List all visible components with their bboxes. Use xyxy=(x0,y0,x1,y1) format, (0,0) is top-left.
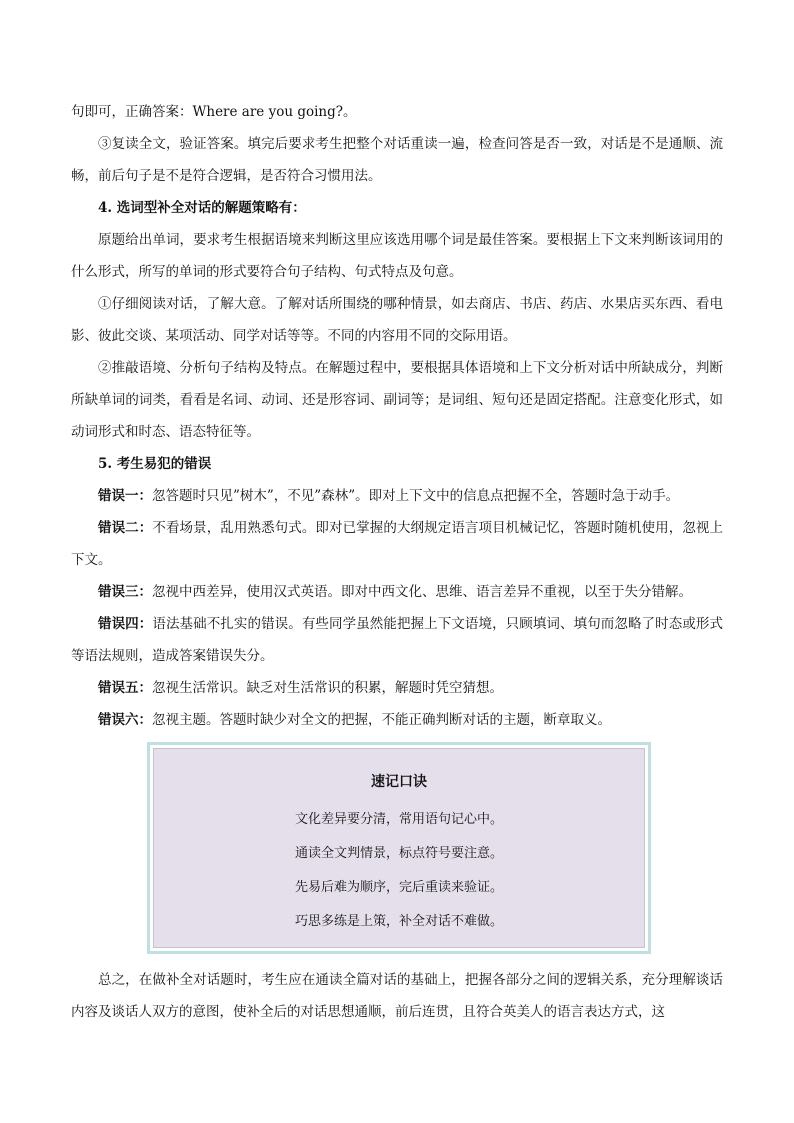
error-item-1 xyxy=(71,480,723,512)
error-text: 忽视中西差异，使用汉式英语。即对中西文化、思维、语言差异不重视，以至于失分错解。 xyxy=(152,584,692,600)
section-heading-5: 5. 考生易犯的错误 xyxy=(98,456,212,472)
paragraph-conclusion: 总之，在做补全对话题时，考生应在通读全篇对话的基础上，把握各部分之间的逻辑关系，充分理解谈话内容及谈话人双方的意图，使补全后的对话思想通顺，前后连贯，且符合英美人的语言表达方式，这 xyxy=(71,972,723,1020)
paragraph-analyze-context: ②推敲语境、分析句子结构及特点。在解题过程中，要根据具体语境和上下文分析对话中所缺成分，判断所缺单词的词类，看看是名词、动词、还是形容词、副词等；是词组、短句还是固定搭配。注意变化形式，如动词形式和时态、语态特征等。 xyxy=(71,360,723,440)
mnemonic-box xyxy=(147,742,651,954)
error-text: 忽答题时只见”树木”，不见”森林”。即对上下文中的信息点把握不全，答题时急于动手。 xyxy=(152,488,680,504)
section-heading-4: 4. 选词型补全对话的解题策略有： xyxy=(98,200,306,216)
error-label: 错误二： xyxy=(98,520,153,536)
error-label: 错误三： xyxy=(98,584,152,600)
error-label: 错误五： xyxy=(98,680,152,696)
error-text: 忽视主题。答题时缺少对全文的把握，不能正确判断对话的主题，断章取义。 xyxy=(152,712,611,728)
paragraph-word-choice-intro: 原题给出单词，要求考生根据语境来判断这里应该选用哪个词是最佳答案。要根据上下文来判断该词用的什么形式，所写的单词的形式要符合句子结构、句式特点及句意。 xyxy=(71,232,723,280)
error-label: 错误四： xyxy=(98,616,153,632)
mnemonic-line: 通读全文判情景，标点符号要注意。 xyxy=(294,846,503,861)
error-label: 错误一： xyxy=(98,488,152,504)
paragraph-reread-verify: ③复读全文，验证答案。填完后要求考生把整个对话重读一遍，检查问答是否一致，对话是不是通顺、流畅，前后句子是不是符合逻辑，是否符合习惯用法。 xyxy=(71,136,723,184)
error-item-6 xyxy=(71,704,723,736)
error-item-3 xyxy=(71,576,723,608)
error-item-5 xyxy=(71,672,723,704)
paragraph-read-carefully: ①仔细阅读对话，了解大意。了解对话所围绕的哪种情景，如去商店、书店、药店、水果店买东西、看电影、彼此交谈、某项活动、同学对话等等。不同的内容用不同的交际用语。 xyxy=(71,296,723,344)
document-content xyxy=(71,96,723,1028)
error-item-4 xyxy=(71,608,723,672)
error-text: 不看场景，乱用熟悉句式。即对已掌握的大纲规定语言项目机械记忆，答题时随机使用，忽视上下文。 xyxy=(71,520,724,568)
mnemonic-line: 文化差异要分清，常用语句记心中。 xyxy=(294,812,503,827)
mnemonic-box-inner xyxy=(153,748,645,948)
error-text: 忽视生活常识。缺乏对生活常识的积累，解题时凭空猜想。 xyxy=(152,680,503,696)
error-label: 错误六： xyxy=(98,712,152,728)
error-item-2 xyxy=(71,512,723,576)
paragraph-answer-tail: 句即可，正确答案：Where are you going?。 xyxy=(71,104,357,120)
mnemonic-line: 巧思多练是上策，补全对话不难做。 xyxy=(294,914,503,929)
mnemonic-title: 速记口诀 xyxy=(371,774,427,790)
error-text: 语法基础不扎实的错误。有些同学虽然能把握上下文语境，只顾填词、填句而忽略了时态或形式等语法规则，造成答案错误失分。 xyxy=(71,616,724,664)
mnemonic-line: 先易后难为顺序，完后重读来验证。 xyxy=(294,880,503,895)
